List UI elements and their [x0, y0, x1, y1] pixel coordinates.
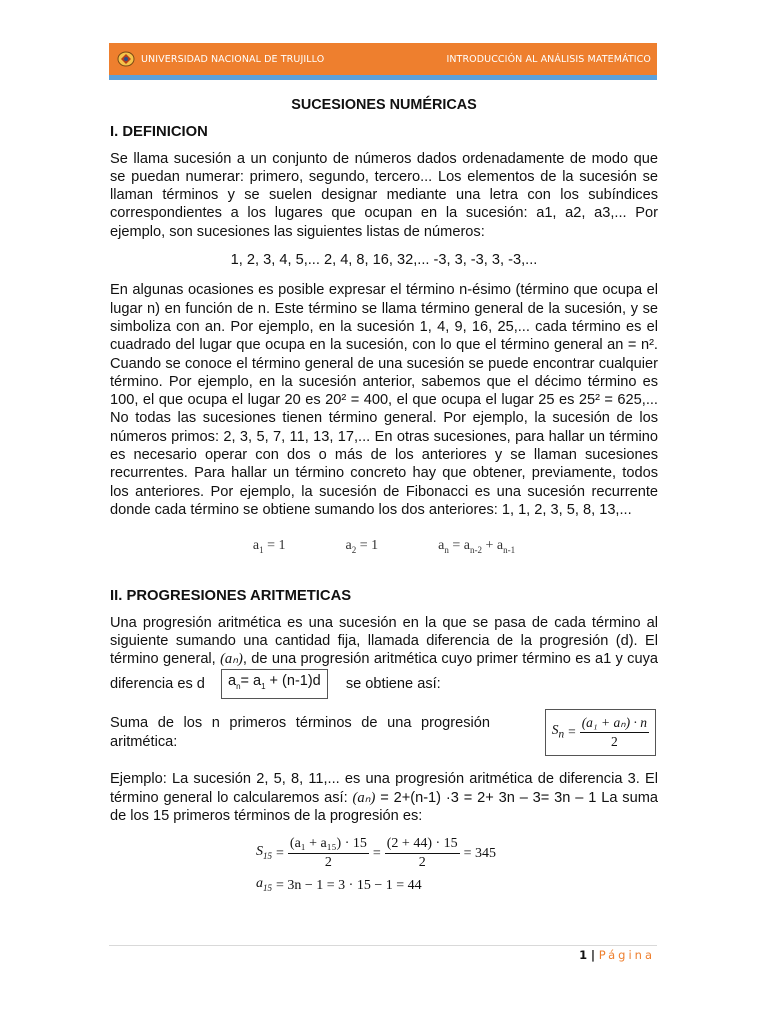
header-accent-bar: [109, 75, 657, 80]
sum-formula-row: [110, 709, 658, 757]
section-heading-definicion: I. DEFINICION: [110, 124, 208, 141]
sum-fraction: $\frac{\text{(a₁ + aₙ) · n}}{2}$: [581, 714, 647, 749]
paragraph-example: Ejemplo: La sucesión 2, 5, 8, 11,... es una progresión aritmética de diferencia 3. El término general lo calcularemos así: (aₙ) = 2+(n-1) ·3 = 2+ 3n – 3= 3n – 1 La suma de los 15 primeros términos de la progresión es:: [110, 771, 658, 824]
formula-s15: $S_{15}$ = $\frac{\text{(a₁ + a₁₅) · 15}}{2}$ = $\frac{(2 + 44) \cdot 15}{2}$ = 345: [256, 836, 497, 871]
formula-a1: $a_1 = 1$: [252, 538, 286, 556]
footer-divider: [109, 945, 657, 946]
page-title: SUCESIONES NUMÉRICAS: [291, 97, 477, 113]
page-footer: [579, 948, 655, 962]
footer-separator: |: [590, 948, 596, 962]
document-header: [109, 43, 657, 75]
university-seal-icon: [117, 51, 135, 67]
header-course: INTRODUCCIÓN AL ANÁLISIS MATEMÁTICO: [446, 53, 651, 65]
page-content: [110, 92, 658, 897]
section-heading-progresiones: II. PROGRESIONES ARITMETICAS: [110, 588, 352, 605]
header-university: UNIVERSIDAD NACIONAL DE TRUJILLO: [141, 53, 325, 65]
general-term-formula-box: $a_n= a_1 + (n-1)d$: [221, 669, 328, 699]
formula-a15: $a_{15}$ = 3n − 1 = 3 · 15 − 1 = 44: [256, 875, 422, 893]
fibonacci-formulas: [110, 537, 658, 559]
paragraph-definition: Se llama sucesión a un conjunto de números dados ordenadamente de modo que se puedan numerar: primero, segundo, tercero... Los elementos de la sucesión se llaman términos y se suelen designar mediante una letra con los subíndices correspondientes a los lugares que ocupan en la sucesión: a1, a2, a3,... Por ejemplo, son sucesiones las siguientes listas de números:: [110, 150, 658, 240]
paragraph-general-term: En algunas ocasiones es posible expresar el término n-ésimo (término que ocupa el lugar n) en función de n. Este término se llama término general de la sucesión, y se simboliza con an. Por ejemplo, en la sucesión 1, 4, 9, 16, 25,... cada término es el cuadrado del lugar que ocupa en la sucesión, con lo que el término general an = n². Cuando se conoce el término general de una sucesión se puede encontrar cualquier término. Por ejemplo, en la sucesión anterior, sabemos que el décimo término es 100, el que ocupa el lugar 20 es 20² = 400, el que ocupa el lugar 25 es 25² = 625,... No todas las sucesiones tienen término general. Por ejemplo, la sucesión de los números primos: 2, 3, 5, 7, 11, 13, 17,... En otras sucesiones, para hallar un término es necesario operar con dos o más de los anteriores y se llaman sucesiones recurrentes. Para hallar un término concreto hay que obtener, previamente, todos los anteriores. Por ejemplo, la sucesión de Fibonacci es una sucesión recurrente donde cada término se obtiene sumando los dos anteriores: 1, 1, 2, 3, 5, 8, 13,...: [110, 282, 658, 518]
page-label: Página: [598, 948, 655, 962]
sum-description: Suma de los n primeros términos de una progresión aritmética:: [110, 715, 490, 750]
formula-a2: $a_2 = 1$: [345, 538, 379, 556]
page-number: 1: [579, 948, 588, 962]
sequence-examples: 1, 2, 3, 4, 5,... 2, 4, 8, 16, 32,... -3, 3, -3, 3, -3,...: [230, 252, 538, 269]
paragraph-arithmetic-def: Una progresión aritmética es una sucesión en la que se pasa de cada término al siguiente sumando una cantidad fija, llamada diferencia de la progresión (d). El término general, (aₙ), de una progresión aritmética cuyo primer término es a1 y cuya diferencia es d $a_n= a_1 + (n-1)d$ se obtiene así:: [110, 614, 658, 699]
sum-formula-box: $S_n$ = $\frac{\text{(a₁ + aₙ) · n}}{2}$: [545, 709, 656, 757]
header-left: [117, 51, 324, 67]
example-formulas: [256, 835, 658, 897]
formula-an-recurrence: $a_n = a_{n-2} + a_{n-1}$: [438, 538, 516, 556]
